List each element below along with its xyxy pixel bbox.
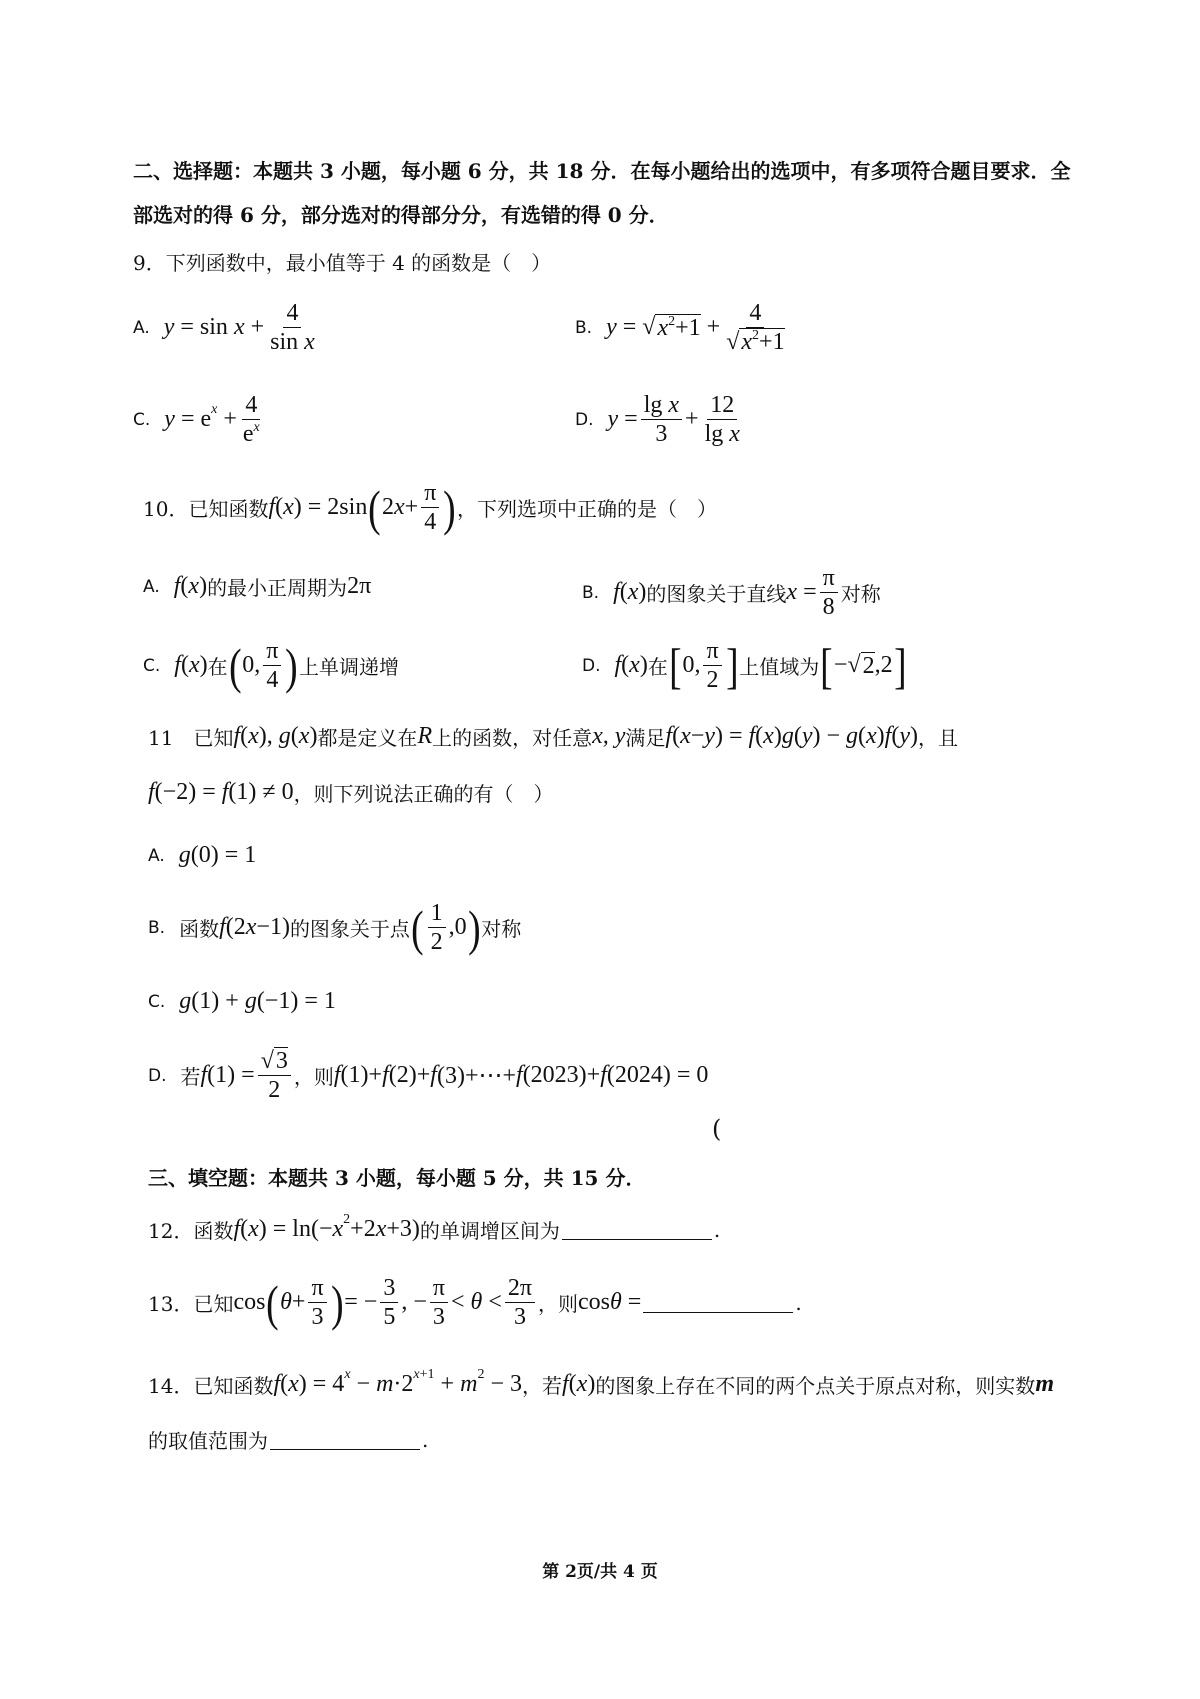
option-label: D. bbox=[148, 1065, 167, 1086]
option-label: A. bbox=[133, 317, 150, 338]
q11-stem-line1 bbox=[148, 722, 958, 751]
option-label: B. bbox=[575, 317, 593, 338]
formula: y = e x + $\frac{4}{e^x}$ bbox=[164, 392, 260, 448]
option-text: ，则 bbox=[293, 1065, 334, 1090]
formula: f ( x ) bbox=[561, 1371, 596, 1397]
option-text: 上值域为 bbox=[739, 655, 820, 680]
option-text: 的图象关于直线 bbox=[646, 582, 787, 607]
q11-option-a[interactable] bbox=[148, 842, 256, 869]
formula: m bbox=[1035, 1371, 1054, 1397]
q11-stem-line2 bbox=[148, 778, 554, 807]
q11-text: ，则下列说法正确的有（ ） bbox=[293, 782, 554, 806]
q10-prefix: 10．已知函数 bbox=[143, 497, 269, 522]
q11-text: 满足 bbox=[625, 726, 666, 750]
formula: g (1) + g (−1) = 1 bbox=[179, 988, 336, 1014]
q11-option-c[interactable] bbox=[148, 988, 336, 1015]
q13-prefix: 13．已知 bbox=[148, 1292, 234, 1317]
q14-prefix: 14．已知函数 bbox=[148, 1374, 274, 1398]
formula: f ( x ) bbox=[613, 579, 647, 606]
q9-option-b[interactable] bbox=[575, 300, 791, 356]
answer-blank[interactable] bbox=[643, 1292, 793, 1313]
q11-text: ，且 bbox=[917, 726, 958, 750]
formula: ( $\frac{1}{2}$ ,0 ) bbox=[411, 899, 481, 956]
formula: 2π bbox=[347, 573, 372, 599]
q12 bbox=[148, 1211, 721, 1244]
q9-option-c[interactable] bbox=[133, 392, 266, 448]
answer-blank[interactable] bbox=[562, 1219, 712, 1240]
formula: cos θ = bbox=[578, 1289, 642, 1316]
option-text: 的最小正周期为 bbox=[207, 576, 348, 600]
formula: x, y bbox=[592, 723, 626, 749]
formula: f ( x ) bbox=[614, 652, 648, 679]
option-text: 若 bbox=[180, 1065, 201, 1090]
option-label: C. bbox=[148, 991, 166, 1012]
q14-mid: ，若 bbox=[521, 1374, 562, 1398]
q14-line1 bbox=[148, 1366, 1054, 1399]
option-label: D. bbox=[582, 655, 601, 676]
q10-option-b[interactable] bbox=[582, 565, 881, 621]
q14-end: . bbox=[422, 1427, 429, 1452]
q11-text: 上的函数，对任意 bbox=[432, 726, 593, 750]
q14-line2-text: 的取值范围为 bbox=[148, 1429, 268, 1453]
q11-prefix: 11 已知 bbox=[148, 726, 234, 750]
formula: x = $\frac{\pi}{8}$ bbox=[786, 565, 840, 621]
q9-option-a[interactable] bbox=[133, 300, 321, 356]
q10-stem bbox=[143, 480, 717, 536]
q10-option-c[interactable] bbox=[143, 638, 399, 694]
stray-mark: ( bbox=[712, 1115, 722, 1143]
q12-end: . bbox=[713, 1217, 721, 1242]
section3-heading: 三、填空题：本题共 3 小题，每小题 5 分，共 15 分． bbox=[148, 1166, 646, 1190]
formula: [ 0, $\frac{\pi}{2}$ ] bbox=[668, 637, 739, 694]
option-label: A. bbox=[148, 845, 165, 866]
answer-blank[interactable] bbox=[270, 1429, 420, 1450]
formula: R bbox=[417, 723, 433, 749]
q11-option-b[interactable] bbox=[148, 900, 521, 956]
q9-option-d[interactable] bbox=[575, 392, 746, 448]
q10-suffix: ，下列选项中正确的是（ ） bbox=[456, 497, 717, 522]
option-text: 函数 bbox=[179, 917, 220, 942]
option-text: 的图象关于点 bbox=[289, 917, 410, 942]
formula: f ( x ) = 2sin ( 2 x + $\frac{\pi}{4}$ ) bbox=[268, 479, 456, 536]
formula: f ( x ) = ln(− x 2 +2 x +3) bbox=[233, 1211, 420, 1242]
option-label: A. bbox=[143, 576, 160, 597]
q11-option-d[interactable] bbox=[148, 1048, 708, 1104]
formula: y = sin x + $\frac{4}{\text{sin x}}$ bbox=[163, 300, 315, 356]
formula: g (0) = 1 bbox=[178, 842, 257, 868]
formula: f ( x ), g ( x ) bbox=[233, 723, 318, 749]
q13-end: . bbox=[795, 1290, 802, 1315]
q14-line2 bbox=[148, 1425, 428, 1454]
option-label: B. bbox=[582, 582, 600, 603]
option-text: 在 bbox=[647, 655, 668, 680]
q13 bbox=[148, 1275, 802, 1331]
q14-suffix: 的图象上存在不同的两个点关于原点对称，则实数 bbox=[595, 1374, 1036, 1398]
option-label: B. bbox=[148, 917, 166, 938]
formula: f ( x ) bbox=[174, 652, 208, 679]
q11-text: 都是定义在 bbox=[317, 726, 418, 750]
formula: f ( x ) = 4 x − m ·2 x+1 + m 2 − 3 bbox=[273, 1366, 522, 1397]
section2-heading-line2: 部选对的得 6 分，部分选对的得部分分，有选错的得 0 分． bbox=[133, 203, 669, 227]
q9-stem: 9．下列函数中，最小值等于 4 的函数是（ ） bbox=[133, 251, 552, 275]
formula: cos ( θ + $\frac{\pi}{3}$ ) = − $\frac{3}{5}$ , − $\frac{\pi}{3}$ < θ < $\frac{2\pi}{3}$ bbox=[233, 1275, 538, 1331]
option-text: 在 bbox=[207, 655, 228, 680]
option-text: 对称 bbox=[481, 917, 522, 942]
option-label: C. bbox=[143, 655, 161, 676]
page-footer: 第 2页/共 4 页 bbox=[542, 1562, 658, 1582]
q12-prefix: 12．函数 bbox=[148, 1219, 234, 1243]
q10-option-a[interactable] bbox=[143, 572, 371, 601]
formula: y = $\frac{\text{lg x}}{3}$ + $\frac{12}{\text{lg x}}$ bbox=[607, 392, 740, 448]
q13-mid: ，则 bbox=[538, 1292, 578, 1317]
option-text: 上单调递增 bbox=[299, 655, 400, 680]
formula: y = √ $x^2+1$ + $\frac{4}{√x^2+1}$ bbox=[606, 300, 785, 356]
option-label: D. bbox=[575, 409, 594, 430]
q12-suffix: 的单调增区间为 bbox=[419, 1219, 560, 1243]
q10-option-d[interactable] bbox=[582, 638, 907, 694]
formula: f (−2) = f (1) ≠ 0 bbox=[148, 779, 294, 805]
option-label: C. bbox=[133, 409, 151, 430]
formula: f (1)+ f (2)+ f (3)+⋯+ f (2023)+ f (2024) = 0 bbox=[333, 1062, 709, 1090]
formula: ( 0, $\frac{\pi}{4}$ ) bbox=[228, 637, 298, 694]
formula: [ −√ 2 ,2 ] bbox=[820, 637, 907, 694]
formula: f (1) = $\frac{√3}{2}$ bbox=[201, 1048, 294, 1104]
formula: f ( x − y ) = f ( x ) g ( y ) − g ( x ) f ( y ) bbox=[665, 723, 918, 749]
option-text: 对称 bbox=[840, 582, 881, 607]
formula: f (2 x −1) bbox=[219, 914, 290, 941]
formula: f ( x ) bbox=[173, 573, 208, 599]
section2-heading-line1: 二、选择题：本题共 3 小题，每小题 6 分，共 18 分．在每小题给出的选项中，有多项符合题目要求．全 bbox=[133, 159, 1071, 183]
